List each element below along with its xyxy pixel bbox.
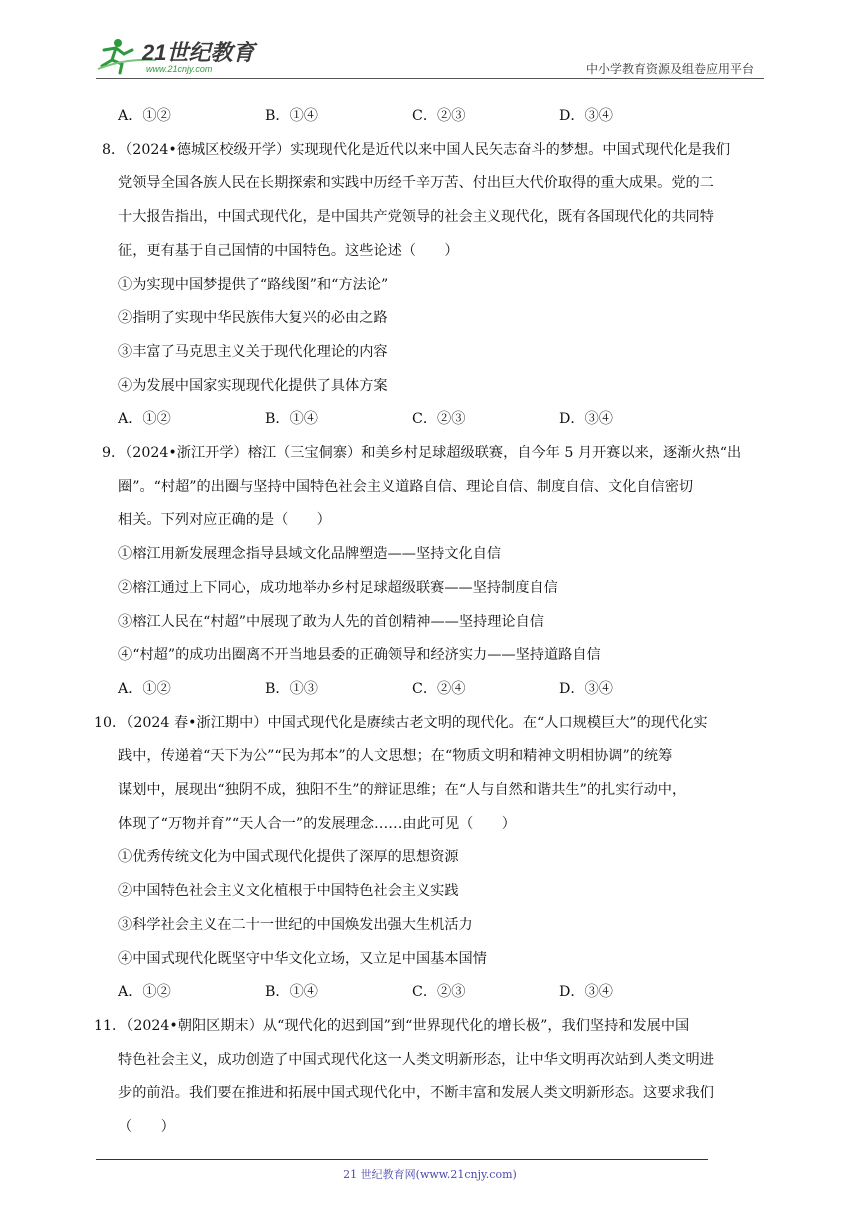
question-stem-line: 党领导全国各族人民在长期探索和实践中历经千辛万苦、付出巨大代价取得的重大成果。党的二 xyxy=(118,175,714,192)
option-c: C．②③ xyxy=(412,411,466,428)
option-a: A．①② xyxy=(118,108,171,124)
header-divider xyxy=(96,78,764,79)
statement-item: ③丰富了马克思主义关于现代化理论的内容 xyxy=(118,343,388,360)
statement-item: ②中国特色社会主义文化植根于中国特色社会主义实践 xyxy=(118,883,459,900)
option-c: C．②③ xyxy=(412,108,466,124)
question-stem-line: 9．（2024•浙江开学）榕江（三宝侗寨）和美乡村足球超级联赛，自今年 5 月开赛以来，逐渐火热“出 xyxy=(102,445,742,462)
question-9 xyxy=(102,437,768,707)
question-10 xyxy=(94,707,768,1010)
site-logo xyxy=(96,36,266,76)
question-stem-line: 谋划中，展现出“独阴不成，独阳不生”的辩证思维；在“人与自然和谐共生”的扎实行动中， xyxy=(118,782,687,799)
question-8 xyxy=(102,134,768,437)
option-c: C．②④ xyxy=(412,680,466,697)
option-d: D．③④ xyxy=(559,411,613,428)
platform-name: 中小学教育资源及组卷应用平台 xyxy=(585,62,754,76)
options-row xyxy=(118,403,768,437)
option-c: C．②③ xyxy=(412,984,466,1001)
question-stem-line: 步的前沿。我们要在推进和拓展中国式现代化中，不断丰富和发展人类文明新形态。这要求我们 xyxy=(118,1085,714,1102)
question-stem-line: 10．（2024 春•浙江期中）中国式现代化是赓续古老文明的现代化。在“人口规模巨大”的现代化实 xyxy=(94,714,708,731)
question-stem-line: 践中，传递着“天下为公”“民为邦本”的人文思想；在“物质文明和精神文明相协调”的统筹 xyxy=(118,748,673,765)
question-stem-line: （ ） xyxy=(118,1119,175,1136)
statement-item: ②指明了实现中华民族伟大复兴的必由之路 xyxy=(118,310,388,327)
question-stem-line: 圈”。“村超”的出圈与坚持中国特色社会主义道路自信、理论自信、制度自信、文化自信密切 xyxy=(118,478,694,495)
question-stem-line: 体现了“万物并育”“天人合一”的发展理念……由此可见（ ） xyxy=(118,815,516,832)
option-d: D．③④ xyxy=(559,108,613,124)
page-header xyxy=(96,30,760,78)
options-row xyxy=(118,976,768,1010)
statement-item: ④为发展中国家实现现代化提供了具体方案 xyxy=(118,377,388,394)
options-row xyxy=(118,673,768,707)
statement-item: ③科学社会主义在二十一世纪的中国焕发出强大生机活力 xyxy=(118,916,473,933)
statement-item: ④中国式现代化既坚守中华文化立场，又立足中国基本国情 xyxy=(118,950,487,967)
question-content xyxy=(94,100,768,1145)
statement-item: ①榕江用新发展理念指导县域文化品牌塑造——坚持文化自信 xyxy=(118,546,502,563)
option-d: D．③④ xyxy=(559,984,613,1001)
option-b: B．①④ xyxy=(265,411,318,428)
option-a: A．①② xyxy=(118,680,171,697)
question-11 xyxy=(94,1010,768,1145)
option-b: B．①④ xyxy=(265,108,318,124)
logo-url: www.21cnjy.com xyxy=(146,64,213,74)
footer-divider xyxy=(96,1159,708,1160)
option-a: A．①② xyxy=(118,411,171,428)
logo-wordmark: 21世纪教育 xyxy=(142,40,255,65)
option-d: D．③④ xyxy=(559,680,613,697)
option-b: B．①④ xyxy=(265,984,318,1001)
question-stem-line: 特色社会主义，成功创造了中国式现代化这一人类文明新形态，让中华文明再次站到人类文明进 xyxy=(118,1051,714,1068)
statement-item: ②榕江通过上下同心，成功地举办乡村足球超级联赛——坚持制度自信 xyxy=(118,579,558,596)
statement-item: ①为实现中国梦提供了“路线图”和“方法论” xyxy=(118,276,389,293)
footer-link[interactable]: 21 世纪教育网(www.21cnjy.com) xyxy=(343,1168,517,1181)
question-stem-line: 8．（2024•德城区校级开学）实现现代化是近代以来中国人民矢志奋斗的梦想。中国式现代化是我们 xyxy=(102,141,731,158)
question-stem-line: 征，更有基于自己国情的中国特色。这些论述（ ） xyxy=(118,242,459,259)
statement-item: ③榕江人民在“村超”中展现了敢为人先的首创精神——坚持理论自信 xyxy=(118,613,544,630)
options-row-top xyxy=(118,100,768,134)
question-stem-line: 相关。下列对应正确的是（ ） xyxy=(118,512,331,529)
option-a: A．①② xyxy=(118,984,171,1001)
question-stem-line: 十大报告指出，中国式现代化，是中国共产党领导的社会主义现代化，既有各国现代化的共同特 xyxy=(118,209,714,226)
statement-item: ④“村超”的成功出圈离不开当地县委的正确领导和经济实力——坚持道路自信 xyxy=(118,647,601,664)
statement-item: ①优秀传统文化为中国式现代化提供了深厚的思想资源 xyxy=(118,849,459,866)
option-b: B．①③ xyxy=(265,680,318,697)
question-stem-line: 11．（2024•朝阳区期末）从“现代化的迟到国”到“世界现代化的增长极”，我们坚持和发展中国 xyxy=(94,1017,690,1034)
